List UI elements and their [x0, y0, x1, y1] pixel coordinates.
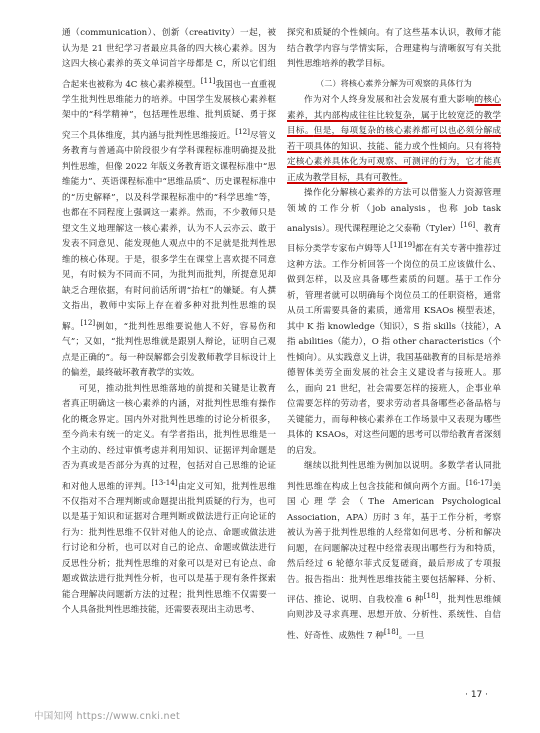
citation: [12]: [235, 126, 250, 136]
highlighted-text: 的核心素养，其内部构成往往比较复杂，属于比较宽泛的教学目标。: [287, 95, 501, 136]
citation: [18]: [423, 591, 439, 601]
citation: [13-14]: [151, 477, 178, 487]
citation: [11]: [200, 75, 216, 85]
left-column: [62, 26, 276, 619]
text-run: 可见，推动批判性思维落地的前提和关键是让教育者真正明确这一核心素养的内涵，对批判性思维有操作化的概念界定。国内外对批判性思维的讨论分析很多，至今尚未有统一的定义。有学者指出，批判性思维是一个主动的、经过审慎考虑并利用知识、证据评判命题是否为真或是否部分为真的过程，包括对自己思维的论证和对他人思维的评判。: [62, 383, 276, 492]
right-column: [287, 26, 501, 644]
highlighted-text: 但是，每项复杂的核心素养都可以也必须分解成若干项具体的知识、技能、能力或个性倾向。只有将特定核心素养具体化为可观察、可测评的行为，它才能真正成为教学目标，具有可教性。: [287, 126, 501, 183]
text-run: 作为对个人终身发展和社会发展有重大影响: [304, 95, 475, 105]
citation: [12]: [80, 317, 96, 327]
citation: [18]: [383, 626, 399, 636]
text-run: 例如，“批判性思维要说他人不好，容易伤和气”；又如，“批判性思维就是跟别人辩论，证明自己观点是正确的”。每一种误解都会引发教师教学目标设计上的偏差，最终破坏教育教学的实效。: [62, 321, 276, 379]
text-run: 操作化分解核心素养的方法可以借鉴人力资源管理领域的工作分析（job analysis，也称 job task analysis）。现代课程理论之父泰勒（Tyler）: [287, 188, 501, 234]
citation: [16]: [460, 220, 476, 229]
right-paragraph-3: [287, 459, 501, 644]
section-heading: （二）将核心素养分解为可观察的具体行为: [316, 78, 472, 88]
citation: [1][19]: [390, 240, 415, 250]
citation: [16-17]: [465, 477, 493, 487]
text-run: 尽管义务教育与普通高中阶段很少有学科课程标准明确提及批判性思维，但像 2022 年版义务教育语文课程标准中“思维能力”、英语课程标准中“思维品质”、历史课程标准中的“历史解释”，以及科学课程标准中的“科学思维”等，也都在不同程度上强调这一素养。然而，不少教师只是望文生义地理解这一核心素养，认为不人云亦云、敢于发表不同意见、能发现他人观点中的不足就是批判性思维的核心体现。于是，很多学生在课堂上喜欢提不同意见，有时候为不同而不同，为批判而批判，所提意见却缺乏合理依据，有时问前话所谓“抬杠”的嫌疑。有人撰文指出，教师中实际上存在着多种对批判性思维的误解。: [62, 130, 276, 332]
left-paragraph-2: [62, 382, 276, 619]
text-run: 、教育目标分类学专家布卢姆等人: [287, 223, 501, 255]
text-run: 继续以批判性思维为例加以说明。多数学者认同批判性思维在构成上包含技能和倾向两个方面。: [287, 461, 501, 492]
text-run: ，批判性思维倾向则涉及寻求真理、思想开放、分析性、系统性、自信性、好奇性、成熟性 7 种: [287, 594, 501, 641]
text-run: 由定义可知，批判性思维不仅指对不合理判断或命题提出批判质疑的行为，也可以是基于知识和证据对合理判断或做法进行正向论证的行为：批判性思维不仅针对他人的论点、命题或做法进行讨论和分析，也可以对自己的论点、命题或做法进行反思性分析；批判性思维的对象可以是对已有论点、命题或做法进行批判性分析，也可以是基于现有条件探索能合理解决问题新方法的过程；批判性思维不仅需要一个人具备批判性思维技能，还需要表现出主动思考、: [62, 481, 276, 616]
cnki-watermark: 中国知网 https://www.cnki.net: [34, 711, 181, 722]
right-paragraph-1: [287, 93, 501, 186]
text-run: 通（communication）、创新（creativity）一起，被认为是 21 世纪学习者最应具备的四大核心素养。因为这四大核心素养的英文单词首字母都是 C，所以它们组合起来也被称为 4C 核心素养模型。: [62, 28, 276, 90]
page-number: · 17 ·: [465, 690, 488, 700]
right-paragraph-0: 探究和质疑的个性倾向。有了这些基本认识，教师才能结合教学内容与学情实际，合理建构与清晰叙写有关批判性思维培养的教学目标。: [287, 28, 501, 69]
text-run: 美国心理学会（The American Psychological Association，APA）历时 3 年，基于工作分析，考察被认为善于批判性思维的人经常如何思考、分析和解决问题，在问题解决过程中经常表现出哪些行为和特质，然后经过 6 轮德尔菲式反复磋商，最后形成了专项报告。报告指出：批判性思维技能主要包括解释、分析、评估、推论、说明、自我校准 6 种: [287, 481, 501, 605]
text-run: 我国也一直重视学生批判性思维能力的培养。中国学生发展核心素养框架中的“科学精神”，包括理性思维、批判质疑、勇于探究三个具体维度，其内涵与批判性思维接近。: [62, 79, 276, 141]
right-paragraph-2: [287, 186, 501, 459]
text-run: 。一旦: [398, 630, 425, 641]
left-paragraph-1: [62, 26, 276, 382]
text-run: 都在有关专著中推荐过这种方法。工作分析回答一个岗位的员工应该做什么、做到怎样，以及应具备哪些素质的问题。基于工作分析，管理者就可以明确每个岗位员工的任职资格，通常从员工所需要具备的素质，通常用 KSAOs 模型表述，其中 K 指 knowledge（知识），S 指 skills（技能），A 指 abilities（能力），O 指 other characteristics（个性倾向）。从实践意义上讲，我国基础教育的目标是培养德智体美劳全面发展的社会主义建设者与接班人。那么，面向 21 世纪，社会需要怎样的接班人，企事业单位需要怎样的劳动者，要求劳动者具备哪些必备品格与关键能力，而每种核心素养在工作场景中又表现为哪些具体的 KSAOs，对这些问题的思考可以带给教育者深刻的启发。: [287, 244, 501, 456]
